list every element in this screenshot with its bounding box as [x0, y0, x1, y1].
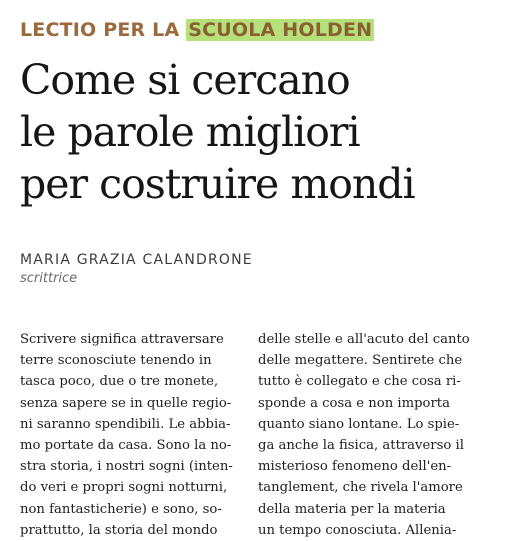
- headline-line: per costruire mondi: [20, 160, 415, 208]
- body-line: stra storia, i nostri sogni (inten-: [20, 459, 233, 475]
- body-line: terre sconosciute tenendo in: [20, 353, 212, 369]
- body-column-right: [258, 329, 490, 541]
- body-line: un tempo conosciuta. Allenia-: [258, 522, 457, 538]
- headline-line: Come si cercano: [20, 56, 350, 104]
- body-line: mo portate da casa. Sono la no-: [20, 438, 232, 454]
- body-line: sponde a cosa e non importa: [258, 395, 450, 411]
- headline-line: le parole migliori: [20, 108, 360, 156]
- author-role: scrittrice: [20, 271, 78, 286]
- body-line: prattutto, la storia del mondo: [20, 522, 218, 538]
- body-line: delle stelle e all'acuto del canto: [258, 332, 470, 347]
- body-line: tasca poco, due o tre monete,: [20, 374, 219, 390]
- body-line: tanglement, che rivela l'amore: [258, 480, 463, 496]
- body-line: tutto è collegato e che cosa ri-: [258, 374, 461, 390]
- kicker-highlight: SCUOLA HOLDEN: [188, 19, 373, 41]
- article-headline: [20, 54, 500, 210]
- body-line: delle megattere. Sentirete che: [258, 353, 463, 369]
- body-line: della materia per la materia: [258, 501, 446, 517]
- body-line: quanto siano lontane. Lo spie-: [258, 416, 460, 432]
- body-line: ni saranno spendibili. Le abbia-: [20, 416, 231, 432]
- body-line: misterioso fenomeno dell'en-: [258, 459, 452, 475]
- body-line: Scrivere significa attraversare: [20, 332, 224, 347]
- body-line: do veri e propri sogni notturni,: [20, 480, 228, 496]
- author-name: MARIA GRAZIA CALANDRONE: [20, 252, 253, 268]
- body-line: ga anche la fisica, attraverso il: [258, 438, 464, 454]
- body-line: non fantasticherie) e sono, so-: [20, 501, 222, 517]
- section-kicker: [20, 19, 374, 41]
- body-column-left: [20, 329, 244, 541]
- kicker-prefix: LECTIO PER LA: [20, 19, 180, 41]
- body-line: senza sapere se in quelle regio-: [20, 395, 232, 411]
